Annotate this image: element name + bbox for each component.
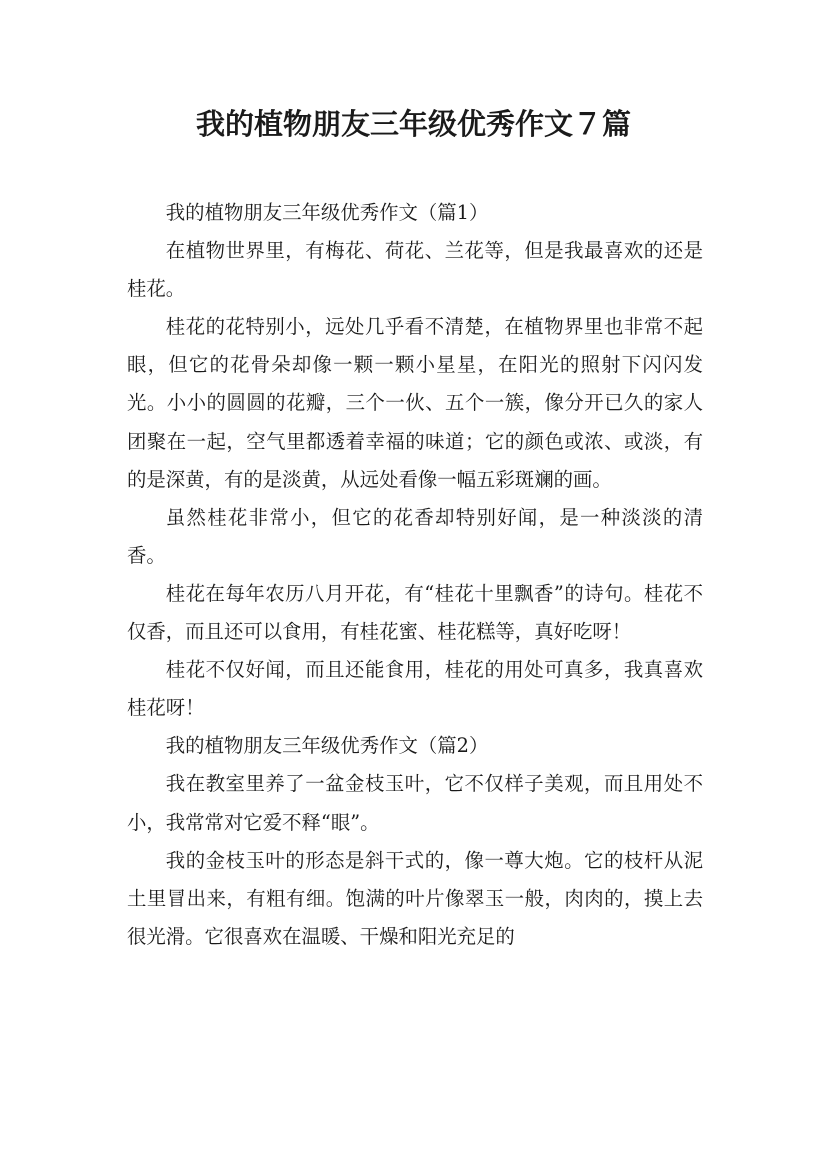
paragraph: 桂花不仅好闻，而且还能食用，桂花的用处可真多，我真喜欢桂花呀！ [127,658,703,720]
paragraph: 我的金枝玉叶的形态是斜干式的，像一尊大炮。它的枝杆从泥土里冒出来，有粗有细。饱满的叶片像翠玉一般，肉肉的，摸上去很光滑。它很喜欢在温暖、干燥和阳光充足的 [127,848,703,948]
essay-heading-1: 我的植物朋友三年级优秀作文（篇1） [165,201,489,224]
paragraph: 我在教室里养了一盆金枝玉叶，它不仅样子美观，而且用处不小，我常常对它爱不释“眼”。 [127,772,703,834]
paragraph: 桂花的花特别小，远处几乎看不清楚，在植物界里也非常不起眼，但它的花骨朵却像一颗一颗小星星，在阳光的照射下闪闪发光。小小的圆圆的花瓣，三个一伙、五个一簇，像分开已久的家人团聚在一起，空气里都透着幸福的味道；它的颜色或浓、或淡，有的是深黄，有的是淡黄，从远处看像一幅五彩斑斓的画。 [127,315,703,491]
paragraph: 桂花在每年农历八月开花，有“桂花十里飘香”的诗句。桂花不仅香，而且还可以食用，有桂花蜜、桂花糕等，真好吃呀！ [127,581,703,644]
essay-heading-2: 我的植物朋友三年级优秀作文（篇2） [165,734,489,758]
paragraph: 在植物世界里，有梅花、荷花、兰花等，但是我最喜欢的还是桂花。 [127,239,703,301]
document-body [127,194,703,956]
paragraph: 虽然桂花非常小，但它的花香却特别好闻，是一种淡淡的清香。 [127,505,703,567]
document-title: 我的植物朋友三年级优秀作文７篇 [195,107,631,141]
